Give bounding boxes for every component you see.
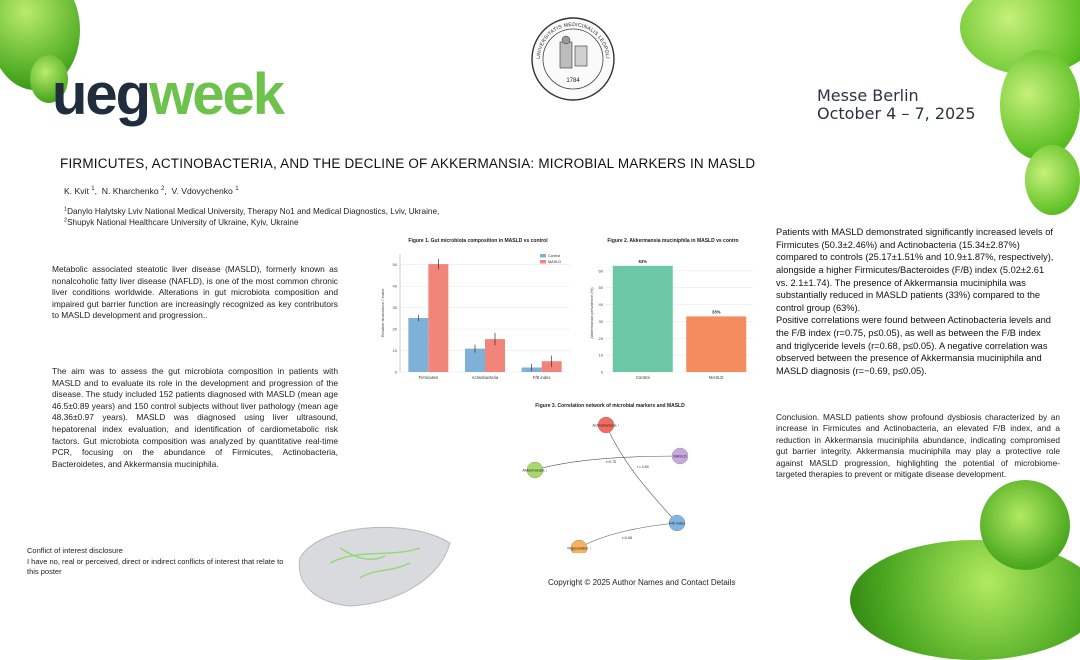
y-tick-label: 20: [392, 326, 397, 332]
affiliations: [64, 206, 439, 228]
figure-1-title: Figure 1. Gut microbiota composition in MASLD vs control: [408, 238, 548, 244]
venue-name: Messe Berlin: [817, 86, 919, 105]
seal-year: 1784: [566, 78, 580, 84]
legend-label: MASLD: [548, 260, 562, 265]
figure-3: [515, 403, 705, 553]
copyright: Copyright © 2025 Author Names and Contact Details: [548, 578, 736, 587]
figure-3-network: [515, 408, 705, 553]
conclusion-text: Conclusion. MASLD patients show profound dysbiosis characterized by an increase in Firmicutes and Actinobacteria, an elevated F/B index, and a reduction in Akkermansia muciniphila abundance, indicating compromised gut barrier integrity. Akkermansia muciniphila may play a protective role against MASLD progression, highlighting the potential of microbiome-targeted therapies to prevent or mitigate disease development.: [776, 412, 1060, 480]
venue-dates: October 4 – 7, 2025: [817, 104, 976, 123]
y-tick-label: 30: [392, 305, 397, 311]
y-tick-label: 40: [392, 283, 397, 289]
node-label: MASLD: [673, 454, 687, 459]
affiliation-1: $^1$Danylo Halytsky Lviv National Medical University, Therapy No1 and Medical Diagnostics, Lviv, Ukraine,: [64, 206, 440, 216]
methods-text: The aim was to assess the gut microbiota composition in patients with MASLD and to evaluate its role in the development and progression of the disease. The study included 152 patients diagnosed with MASLD (mean age 46.5±0.89 years) and 150 control subjects without liver pathology (mean age 48.36±0.97 years). MASLD was diagnosed using liver ultrasound, hepatorenal index evaluation, and identification of cardiometabolic risk factors. Gut microbiota composition was analyzed by quantitative real-time PCR, focusing on the abundance of Firmicutes, Actinobacteria, Bacteroidetes, and Akkermansia muciniphila.: [52, 366, 338, 469]
figure-2: [588, 238, 758, 383]
x-tick-label: Actinobacteria: [471, 375, 499, 380]
coi-text: I have no, real or perceived, direct or indirect conflicts of interest that relate to this poster: [27, 557, 284, 577]
x-tick-label: MASLD: [709, 375, 724, 380]
data-label: 63%: [638, 258, 647, 264]
bar: [613, 266, 673, 372]
bottom-right-decoration: [830, 470, 1080, 620]
university-seal: [530, 16, 616, 102]
bar: [686, 316, 746, 372]
y-axis-label: Relative abundance / Index: [380, 288, 385, 338]
legend-swatch: [540, 254, 546, 258]
poster-title: FIRMICUTES, ACTINOBACTERIA, AND THE DECLINE OF AKKERMANSIA: MICROBIAL MARKERS IN MASLD: [60, 156, 756, 171]
figure-1: [378, 238, 578, 383]
figure-1-chart: [378, 244, 578, 384]
edge-label: r=-0.69: [637, 465, 649, 469]
y-tick-label: 20: [598, 335, 603, 341]
y-tick-label: 10: [598, 352, 603, 358]
legend-label: Control: [548, 254, 561, 259]
x-tick-label: Firmicutes: [418, 375, 438, 380]
figure-2-title: Figure 2. Akkermansia muciniphila in MASLD vs contro: [607, 238, 739, 244]
author-sup: 1: [235, 186, 239, 192]
author-list: K. Kvit $^1$, N. Kharchenko $^2$, V. Vdovychenko $^1$: [64, 185, 239, 196]
author-name: K. Kvit: [64, 185, 89, 196]
network-edge: [606, 425, 677, 523]
bar: [408, 318, 428, 372]
author-sup: 1: [91, 186, 95, 192]
x-tick-label: Control: [636, 375, 650, 380]
author-name: V. Vdovychenko: [171, 185, 233, 196]
y-tick-label: 0: [600, 369, 603, 375]
intro-text: Metabolic associated steatotic liver disease (MASLD), formerly known as nonalcoholic fatty liver disease (NAFLD), is one of the most common chronic liver conditions worldwide. Alterations in gut microbiota composition and impaired gut barrier function are increasingly recognized as key contributors to MASLD development and progression..: [52, 264, 338, 321]
legend-swatch: [540, 260, 546, 264]
node-label: Actinobacteria ↑: [592, 423, 620, 428]
data-label: 33%: [712, 309, 721, 315]
x-tick-label: F/B index: [532, 375, 551, 380]
author-sup: 2: [161, 186, 165, 192]
affiliation-2: $^2$Shupyk National Healthcare University of Ukraine, Kyiv, Ukraine: [64, 217, 299, 228]
y-tick-label: 40: [598, 302, 603, 308]
node-label: Akkermansia ↓: [522, 468, 548, 473]
y-axis-label: Akkermansia prevalence (%): [589, 287, 594, 339]
node-label: F/B index: [668, 521, 686, 526]
figure-3-title: Figure 3. Correlation network of microbial markers and MASLD: [535, 403, 685, 409]
bar: [428, 264, 448, 372]
edge-label: r=0.75: [605, 460, 617, 464]
node-label: Triglycerides ↑: [566, 546, 592, 551]
results-text: Patients with MASLD demonstrated significantly increased levels of Firmicutes (50.3±2.46%) and Actinobacteria (15.34±2.87%) compared to controls (25.17±1.51% and 10.9±1.87%, respectively), alongside a higher Firmicutes/Bacteroides (F/B) index (5.02±2.61 vs. 2.1±1.74). The presence of Akkermansia muciniphila was substantially reduced in MASLD patients (33%) compared to the control group (63%). Positive correlations were found between Actinobacteria levels and the F/B index (r=0.75, p≤0.05), as well as between the F/B index and triglyceride levels (r=0.68, p≤0.05). A negative correlation was observed between the presence of Akkermansia muciniphila and MASLD diagnosis (r=−0.69, p≤0.05).: [776, 227, 1054, 377]
liver-illustration: [290, 518, 460, 608]
y-tick-label: 50: [392, 262, 397, 268]
author-name: N. Kharchenko: [101, 185, 159, 196]
ueg-week-logo: uegweek: [52, 62, 284, 127]
y-tick-label: 10: [392, 348, 397, 354]
edge-label: r=0.68: [621, 536, 633, 540]
seal-text: UNIVERSITATIS MEDICINALIS LEOPOLI: [535, 21, 611, 60]
y-tick-label: 60: [598, 268, 603, 274]
y-tick-label: 50: [598, 285, 603, 291]
figure-2-chart: [588, 244, 758, 384]
y-tick-label: 30: [598, 318, 603, 324]
coi-title: Conflict of interest disclosure: [27, 546, 123, 555]
y-tick-label: 0: [394, 369, 397, 375]
